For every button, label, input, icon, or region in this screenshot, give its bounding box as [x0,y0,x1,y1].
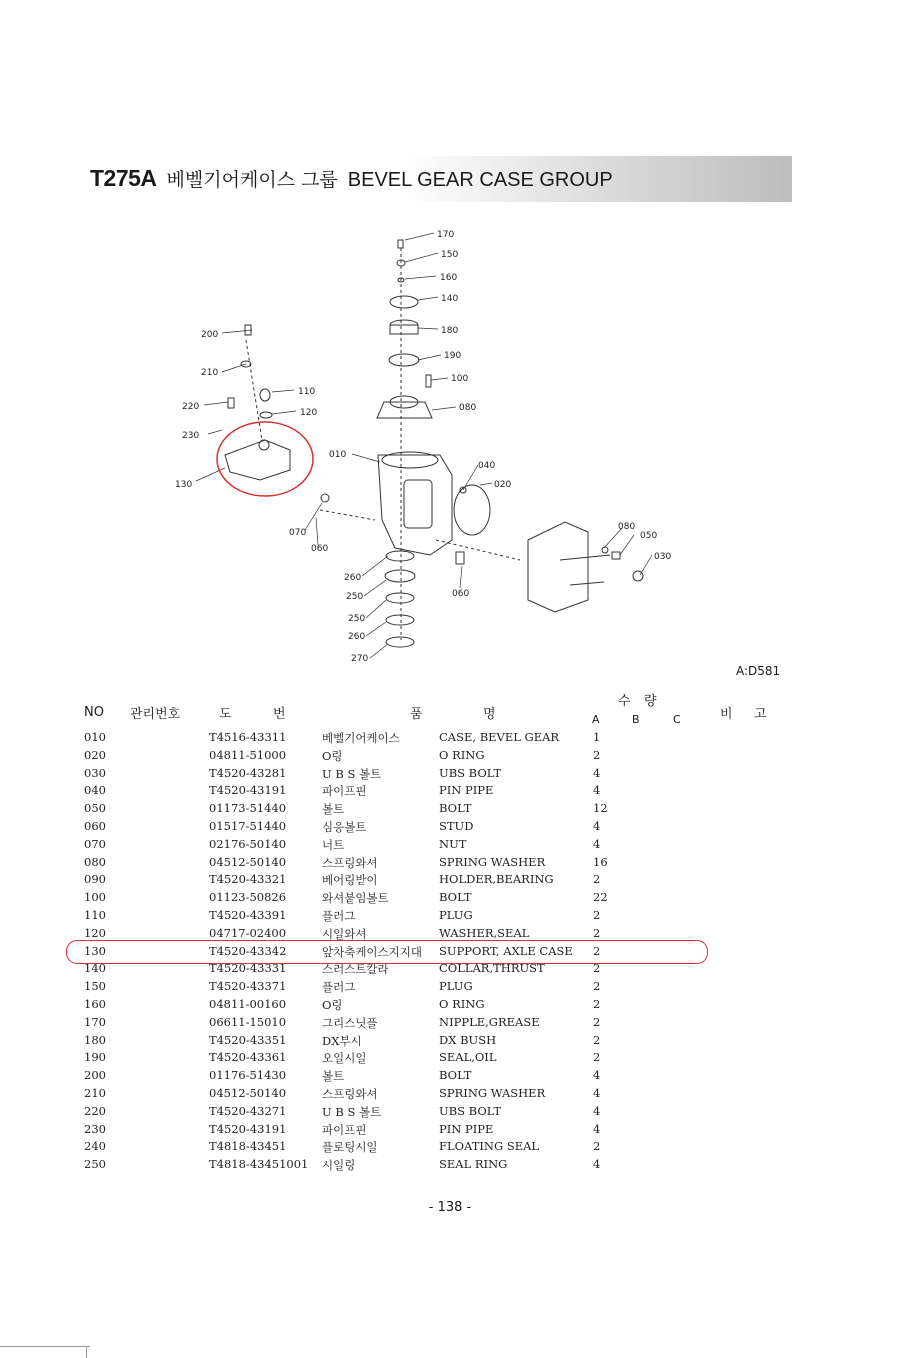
table-row [0,1068,900,1086]
bolt-100-part [426,375,431,387]
row-name-english: FLOATING SEAL [439,1139,540,1154]
callout-260-upper: 260 [344,573,362,583]
row-qty: 2 [593,907,601,922]
row-no: 010 [84,730,106,744]
header-qty-b: B [632,713,640,726]
row-name-korean: 스프링와셔 [322,855,378,870]
row-name-korean: 너트 [322,837,345,852]
row-name-english: SEAL,OIL [439,1050,497,1065]
row-name-english: PIN PIPE [439,783,494,798]
header-drawing-1: 도 [219,707,232,722]
callout-200: 200 [201,330,219,340]
table-row [0,766,900,784]
row-part-number: 01173-51440 [209,801,287,816]
parts-table [0,730,900,1175]
row-no: 110 [84,907,106,922]
table-row [0,979,900,997]
row-name-korean: U B S 볼트 [322,1104,382,1119]
page-title [90,165,613,195]
thrust-collar-part [390,296,418,308]
dx-bush-part [390,320,418,334]
row-qty: 1 [593,730,601,744]
row-name-english: NIPPLE,GREASE [439,1014,540,1029]
table-row [0,1033,900,1051]
row-qty: 4 [593,783,601,798]
row-qty: 12 [593,801,608,816]
table-row [0,801,900,819]
header-qty-1: 수 [618,694,631,709]
row-name-english: NUT [439,836,467,851]
row-qty: 2 [593,872,601,887]
row-no: 080 [84,854,106,869]
row-name-korean: 볼트 [322,802,345,817]
callout-210: 210 [201,368,219,378]
row-name-korean: 파이프핀 [322,1122,367,1137]
callout-060-bottom: 060 [452,589,470,599]
row-part-number: T4520-43321 [209,872,287,887]
row-qty: 22 [593,890,608,905]
header-name-1: 품 [410,707,423,722]
row-name-english: PLUG [439,979,473,994]
row-name-english: SEAL RING [439,1157,508,1172]
row-name-english: PLUG [439,907,473,922]
row-part-number: 04512-50140 [209,854,287,869]
callout-160: 160 [440,273,458,283]
row-qty: 2 [593,1014,601,1029]
row-part-number: T4520-43371 [209,979,287,994]
row-part-number: T4520-43191 [209,1121,287,1136]
callout-010: 010 [329,450,347,460]
row-part-number: 01176-51430 [209,1068,287,1083]
row-qty: 2 [593,961,601,976]
row-no: 120 [84,925,106,940]
group-code: T275A [90,165,157,191]
row-name-korean: 와셔붙임볼트 [322,891,389,906]
callout-020: 020 [494,480,512,490]
row-part-number: T4818-43451001 [209,1157,309,1172]
row-no: 150 [84,979,106,994]
row-name-korean: O링 [322,748,343,763]
row-name-korean: U B S 볼트 [322,766,382,781]
callout-260-lower: 260 [348,632,366,642]
row-part-number: 06611-15010 [209,1014,287,1029]
callout-130: 130 [175,480,193,490]
table-row [0,730,900,748]
row-name-english: SPRING WASHER [439,1085,546,1100]
table-row [0,908,900,926]
table-row [0,783,900,801]
row-name-english: CASE, BEVEL GEAR [439,730,560,744]
row-qty: 16 [593,854,608,869]
axle-case-support-part [225,440,290,480]
row-name-korean: 베벨기어케이스 [322,731,400,745]
row-name-korean: 오일시일 [322,1051,367,1066]
header-remark-2: 고 [754,707,767,722]
row-part-number: T4520-43391 [209,907,287,922]
row-qty: 4 [593,765,601,780]
row-no: 020 [84,747,106,762]
row-name-english: PIN PIPE [439,1121,494,1136]
row-part-number: T4520-43281 [209,765,287,780]
grease-nipple-part [398,240,403,248]
row-no: 200 [84,1068,106,1083]
row-name-korean: 스프링와셔 [322,1086,378,1101]
callout-250-upper: 250 [346,592,364,602]
callout-110: 110 [298,387,316,397]
row-part-number: 04512-50140 [209,1085,287,1100]
row-name-korean: 플러그 [322,980,356,995]
header-qty-2: 량 [644,694,657,709]
row-qty: 4 [593,1121,601,1136]
row-part-number: T4520-43271 [209,1103,287,1118]
row-part-number: T4520-43361 [209,1050,287,1065]
group-name-english: BEVEL GEAR CASE GROUP [347,169,613,191]
row-qty: 2 [593,1139,601,1154]
row-part-number: T4520-43191 [209,783,287,798]
row-name-korean: DX부시 [322,1033,362,1048]
row-name-korean: 플로팅시일 [322,1140,378,1155]
callout-060-left: 060 [311,544,329,554]
row-name-korean: 심응볼트 [322,819,367,834]
callout-170: 170 [437,230,455,240]
row-name-english: UBS BOLT [439,1103,502,1118]
row-qty: 2 [593,1032,601,1047]
row-no: 190 [84,1050,106,1065]
callout-230: 230 [182,431,200,441]
row-no: 140 [84,961,106,976]
header-drawing-2: 번 [273,707,286,722]
plug-110-part [260,389,270,401]
row-name-english: DX BUSH [439,1032,497,1047]
row-name-korean: 앞차축케이스지지대 [322,944,422,959]
row-part-number: T4520-43351 [209,1032,287,1047]
callout-250-lower: 250 [348,614,366,624]
callout-080-top: 080 [459,403,477,413]
callout-040: 040 [478,461,496,471]
row-name-korean: O링 [322,997,343,1012]
row-name-english: SUPPORT, AXLE CASE [439,943,573,958]
header-no: NO [84,705,104,720]
row-no: 060 [84,818,106,833]
row-no: 160 [84,996,106,1011]
callout-050: 050 [640,531,658,541]
callout-070: 070 [289,528,307,538]
table-row [0,997,900,1015]
row-part-number: 04811-00160 [209,996,287,1011]
row-no: 050 [84,801,106,816]
row-no: 220 [84,1103,106,1118]
drawing-reference: A:D581 [736,664,781,678]
table-row-highlighted [0,944,900,962]
stud-part [456,552,464,564]
row-name-korean: 시일와셔 [322,926,367,941]
row-name-english: COLLAR,THRUST [439,961,545,976]
row-name-english: O RING [439,747,485,762]
callout-180: 180 [441,326,459,336]
row-qty: 4 [593,836,601,851]
row-part-number: 01123-50826 [209,890,287,905]
row-name-english: BOLT [439,1068,472,1083]
row-name-english: HOLDER,BEARING [439,872,554,887]
callout-030: 030 [654,552,672,562]
row-qty: 2 [593,979,601,994]
callout-140: 140 [441,294,459,304]
row-name-korean: 파이프핀 [322,784,367,799]
footer-tick [86,1346,87,1358]
page-number: - 138 - [428,1200,472,1215]
table-row [0,819,900,837]
row-no: 240 [84,1139,106,1154]
callout-150: 150 [441,250,459,260]
row-qty: 2 [593,925,601,940]
row-no: 030 [84,765,106,780]
row-part-number: T4818-43451 [209,1139,287,1154]
row-qty: 4 [593,1085,601,1100]
callout-120: 120 [300,408,318,418]
callout-100: 100 [451,374,469,384]
row-no: 100 [84,890,106,905]
row-no: 250 [84,1157,106,1172]
header-qty-c: C [673,713,681,726]
row-name-korean: 플러그 [322,908,356,923]
row-part-number: 04811-51000 [209,747,287,762]
row-no: 170 [84,1014,106,1029]
row-qty: 2 [593,747,601,762]
row-qty: 4 [593,1103,601,1118]
callout-270: 270 [351,654,369,664]
header-mgmt-number: 관리번호 [130,707,181,722]
row-qty: 2 [593,1050,601,1065]
highlight-circle-130 [217,422,313,496]
row-no: 210 [84,1085,106,1100]
bevel-gear-case-part [378,455,452,555]
row-no: 070 [84,836,106,851]
table-row [0,1157,900,1175]
row-name-english: O RING [439,996,485,1011]
callout-220: 220 [182,402,200,412]
header-remark-1: 비 [720,707,733,722]
row-name-english: SPRING WASHER [439,854,546,869]
header-name-2: 명 [483,707,496,722]
table-row [0,1104,900,1122]
row-qty: 2 [593,996,601,1011]
table-row [0,855,900,873]
row-name-korean: 베어링받이 [322,873,378,888]
row-name-korean: 볼트 [322,1069,345,1084]
row-name-english: UBS BOLT [439,765,502,780]
table-row [0,872,900,890]
row-name-english: BOLT [439,890,472,905]
exploded-parts-diagram [0,200,900,670]
table-row [0,748,900,766]
callout-080-right: 080 [618,522,636,532]
row-name-korean: 시일링 [322,1158,356,1173]
footer-rule [0,1346,90,1347]
row-qty: 2 [593,943,601,958]
table-row [0,837,900,855]
row-part-number: 01517-51440 [209,818,287,833]
row-name-korean: 그리스닛플 [322,1015,378,1030]
header-qty-a: A [592,713,600,726]
table-row [0,1122,900,1140]
axle-flange-part [528,522,588,612]
table-row [0,1050,900,1068]
row-part-number: 04717-02400 [209,925,287,940]
table-row [0,926,900,944]
row-part-number: 02176-50140 [209,836,287,851]
row-no: 230 [84,1121,106,1136]
row-part-number: T4520-43342 [209,943,287,958]
o-ring-020-part [454,485,490,535]
row-part-number: T4520-43331 [209,961,287,976]
row-no: 180 [84,1032,106,1047]
row-qty: 4 [593,818,601,833]
group-name-korean: 베벨기어케이스 그룹 [166,169,338,191]
table-row [0,1015,900,1033]
row-name-english: WASHER,SEAL [439,925,530,940]
row-name-english: BOLT [439,801,472,816]
row-name-korean: 스러스트칼라 [322,962,389,977]
table-row [0,961,900,979]
row-no: 040 [84,783,106,798]
row-part-number: T4516-43311 [209,730,287,744]
row-qty: 4 [593,1157,601,1172]
table-row [0,890,900,908]
oil-seal-part [389,354,419,366]
row-no: 130 [84,943,106,958]
row-no: 090 [84,872,106,887]
row-qty: 4 [593,1068,601,1083]
callout-190: 190 [444,351,462,361]
bearing-holder-part [377,402,432,418]
row-name-english: STUD [439,818,474,833]
table-row [0,1139,900,1157]
table-row [0,1086,900,1104]
